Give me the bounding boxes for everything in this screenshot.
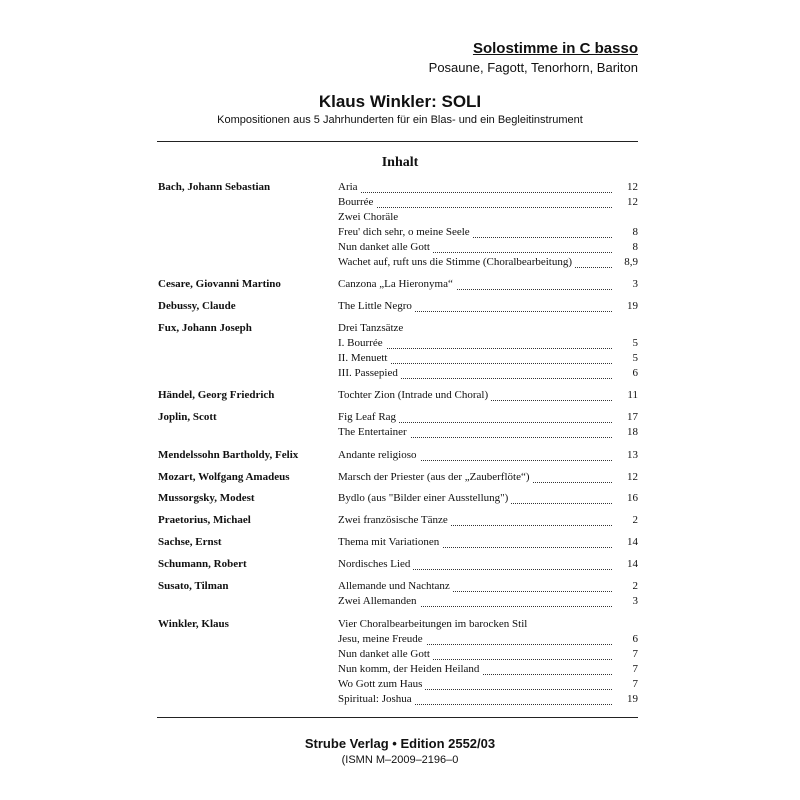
entry-page: 14 [612,536,638,548]
entry-page: 7 [612,663,638,675]
entry-title: Spiritual: Joshua [338,693,415,705]
composer-fux: Fux, Johann Joseph [158,322,252,334]
entry-title: Bourrée [338,196,376,208]
entry-title: Freu' dich sehr, o meine Seele [338,226,473,238]
entry-page: 6 [612,367,638,379]
entry-title: The Little Negro [338,300,415,312]
toc-group-heading [338,322,638,337]
entry-page: 12 [612,471,638,483]
toc-entry [338,693,638,708]
entry-page: 2 [612,514,638,526]
entry-page: 5 [612,337,638,349]
entry-title: Tochter Zion (Intrade und Choral) [338,389,491,401]
entry-title: Zwei französische Tänze [338,514,451,526]
entry-title: Andante religioso [338,449,420,461]
toc-entry [338,337,638,352]
entry-title: Drei Tanzsätze [338,322,406,334]
composer-mozart: Mozart, Wolfgang Amadeus [158,471,290,483]
composer-susato: Susato, Tilman [158,580,229,592]
entry-title: Wachet auf, ruft uns die Stimme (Choralbearbeitung) [338,256,575,268]
entry-title: III. Passepied [338,367,401,379]
entry-title: The Entertainer [338,426,410,438]
entry-title: II. Menuett [338,352,390,364]
entry-page: 13 [612,449,638,461]
entry-page: 8 [612,241,638,253]
composer-sachse: Sachse, Ernst [158,536,222,548]
entry-page: 18 [612,426,638,438]
entry-page: 19 [612,693,638,705]
toc-entry [338,426,638,441]
toc-entry [338,300,638,315]
entry-title: I. Bourrée [338,337,386,349]
entry-title: Marsch der Priester (aus der „Zauberflöte“) [338,471,533,483]
toc-entry [338,389,638,404]
entry-page: 12 [612,196,638,208]
entry-title: Allemande und Nachtanz [338,580,453,592]
entry-page: 11 [612,389,638,401]
toc-entry [338,492,638,507]
leader-dots [338,207,612,208]
entry-title: Thema mit Variationen [338,536,442,548]
entry-page: 8 [612,226,638,238]
entry-title: Canzona „La Hieronyma“ [338,278,456,290]
toc-group-heading [338,618,638,633]
toc-entry [338,411,638,426]
entry-title: Aria [338,181,361,193]
solo-instruments: Posaune, Fagott, Tenorhorn, Bariton [428,60,638,75]
top-divider [157,141,638,142]
entry-page: 19 [612,300,638,312]
composer-joplin: Joplin, Scott [158,411,217,423]
entry-page: 6 [612,633,638,645]
composer-winkler: Winkler, Klaus [158,618,229,630]
composer-schumann: Schumann, Robert [158,558,247,570]
composer-bach: Bach, Johann Sebastian [158,181,271,193]
toc-entry [338,196,638,211]
toc-entry [338,471,638,486]
entry-title: Wo Gott zum Haus [338,678,425,690]
toc-entry [338,648,638,663]
toc-entry [338,278,638,293]
toc-entry [338,367,638,382]
page-subtitle: Kompositionen aus 5 Jahrhunderten für ein Blas- und ein Begleitinstrument [217,114,583,126]
composer-debussy: Debussy, Claude [158,300,236,312]
toc-entry [338,580,638,595]
entry-title: Nun danket alle Gott [338,241,433,253]
publisher-line: Strube Verlag • Edition 2552/03 [304,736,496,751]
composer-cesare: Cesare, Giovanni Martino [158,278,281,290]
entry-page: 7 [612,678,638,690]
entry-page: 14 [612,558,638,570]
composer-praetorius: Praetorius, Michael [158,514,251,526]
ismn-line: (ISMN M–2009–2196–0 [341,754,459,766]
composer-mussorgsky: Mussorgsky, Modest [158,492,255,504]
toc-entry [338,181,638,196]
bottom-divider [157,717,638,718]
toc-entry [338,241,638,256]
entry-page: 16 [612,492,638,504]
entry-title: Jesu, meine Freude [338,633,426,645]
toc-entry [338,558,638,573]
entry-page: 12 [612,181,638,193]
toc-entry [338,514,638,529]
entry-title: Zwei Choräle [338,211,401,223]
entry-page: 17 [612,411,638,423]
toc-heading: Inhalt [381,155,419,170]
toc-entry [338,352,638,367]
entry-title: Fig Leaf Rag [338,411,399,423]
composer-handel: Händel, Georg Friedrich [158,389,275,401]
entry-page: 7 [612,648,638,660]
toc-entry [338,678,638,693]
entry-title: Zwei Allemanden [338,595,420,607]
entry-page: 3 [612,278,638,290]
entry-page: 3 [612,595,638,607]
entry-title: Nun komm, der Heiden Heiland [338,663,482,675]
toc-entry [338,536,638,551]
toc-entry [338,663,638,678]
toc-entry [338,595,638,610]
entry-page: 8,9 [612,256,638,268]
toc-group-heading [338,211,638,226]
solo-part-title: Solostimme in C basso [472,40,638,57]
entry-page: 5 [612,352,638,364]
entry-title: Nordisches Lied [338,558,413,570]
page-title: Klaus Winkler: SOLI [318,92,482,111]
entry-title: Nun danket alle Gott [338,648,433,660]
toc-entry [338,226,638,241]
entry-title: Bydlo (aus "Bilder einer Ausstellung") [338,492,511,504]
entry-page: 2 [612,580,638,592]
toc-entry [338,633,638,648]
toc-entry [338,256,638,271]
entry-title: Vier Choralbearbeitungen im barocken Stil [338,618,530,630]
toc-entry [338,449,638,464]
composer-mendelssohn: Mendelssohn Bartholdy, Felix [158,449,299,461]
leader-dots [338,192,612,193]
